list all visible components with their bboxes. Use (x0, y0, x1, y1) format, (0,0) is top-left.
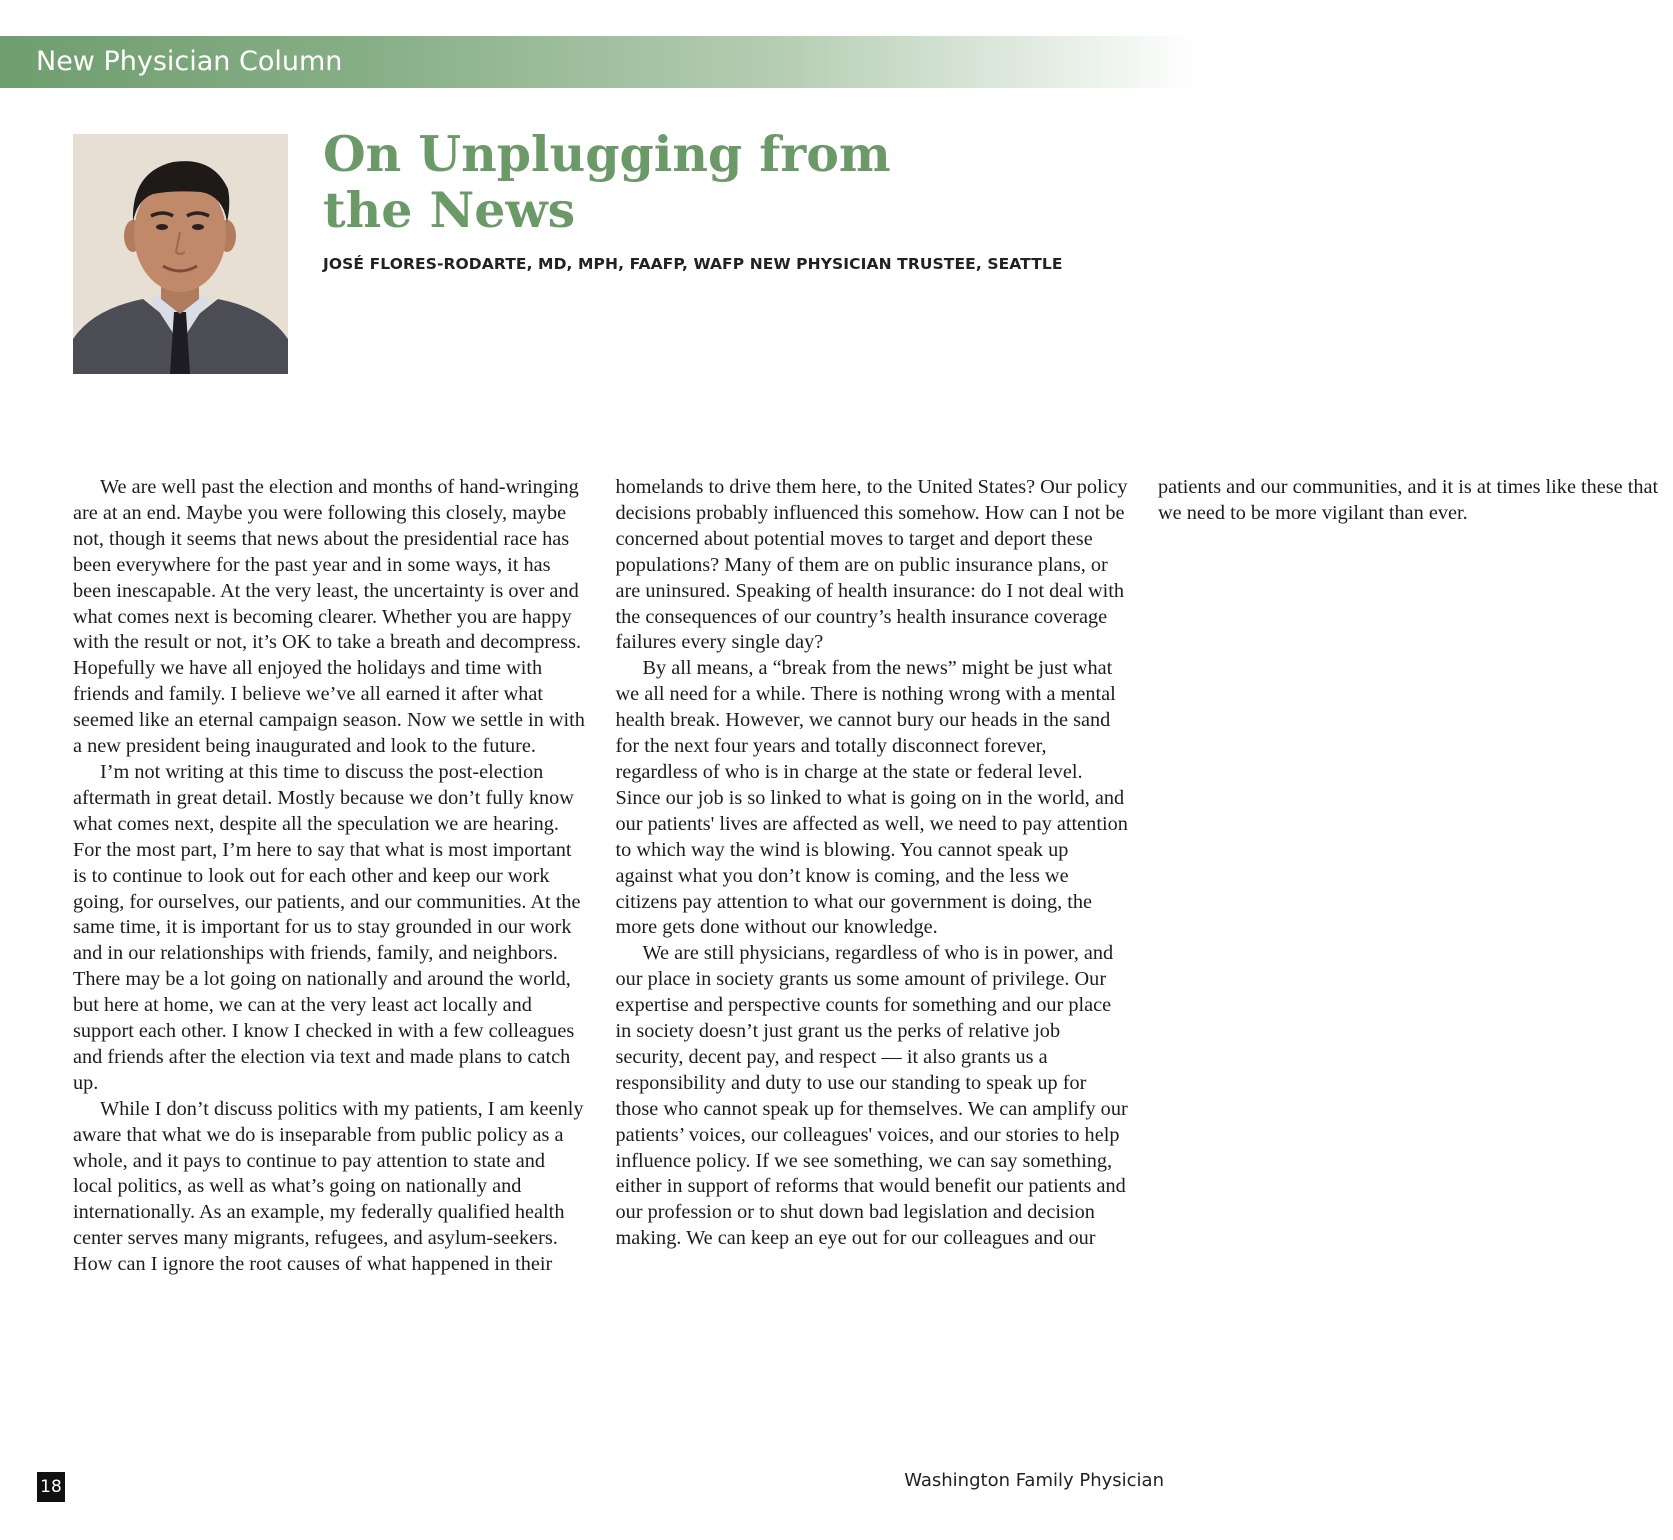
article-title-line-2: the News (323, 181, 576, 239)
article-body (73, 475, 1659, 1295)
section-banner (0, 36, 1200, 88)
author-byline: JOSÉ FLORES-RODARTE, MD, MPH, FAAFP, WAFP NEW PHYSICIAN TRUSTEE, SEATTLE (323, 255, 1063, 273)
publication-name: Washington Family Physician (904, 1470, 1164, 1491)
article-paragraph: I’m not writing at this time to discuss the post-election aftermath in great detail. Mostly because we don’t fully know what comes next, despite all the speculation we are hearing. For the most part, I’m here to say that what is most important is to continue to look out for each other and keep our work going, for ourselves, our patients, and our communities. At the same time, it is important for us to stay grounded in our work and in our relationships with friends, family, and neighbors. There may be a lot going on nationally and around the world, but here at home, we can at the very least act locally and support each other. I know I checked in with a few colleagues and friends after the election via text and made plans to catch up. (73, 760, 581, 1094)
article-title (323, 126, 891, 238)
section-label: New Physician Column (36, 46, 343, 77)
article-paragraph: By all means, a “break from the news” might be just what we all need for a while. There is nothing wrong with a mental health break. However, we cannot bury our heads in the sand for the next four years and totally disconnect forever, regardless of who is in charge at the state or federal level. Since our job is so linked to what is going on in the world, and our patients' lives are affected as well, we need to pay attention to which way the wind is blowing. You cannot speak up against what you don’t know is coming, and the less we citizens pay attention to what our government is doing, the more gets done without our knowledge. (615, 657, 1128, 939)
article-paragraph: We are still physicians, regardless of who is in power, and our place in society grants us some amount of privilege. Our expertise and perspective counts for something and our place in society doesn’t just grant us the perks of relative job security, decent pay, and respect — it also grants us a responsibility and duty to use our standing to speak up for those who cannot speak up for themselves. We can amplify our patients’ voices, our colleagues' voices, and our stories to help influence policy. If we see something, we can say something, either in support of reforms that would benefit our patients and our profession or to shut down bad legislation and decision making. We can keep an eye out for our colleagues and our patients and our communities, and it is at times like these that we need to be more vigilant than ever. (615, 476, 1659, 1250)
page-number: 18 (37, 1472, 65, 1502)
author-photo (73, 134, 288, 374)
article-paragraph: While I don’t discuss politics with my patients, I am keenly aware that what we do is inseparable from public policy as a whole, and it pays to continue to pay attention to state and local politics, as well as what’s going on nationally and internationally. As an example, my federally qualified health center serves many migrants, refugees, and asylum-seekers. How can I ignore the root causes of what happened in their homelands to drive them here, to the United States? Our policy decisions probably influenced this somehow. How can I not be concerned about potential moves to target and deport these populations? Many of them are on public insurance plans, or are uninsured. Speaking of health insurance: do I not deal with the consequences of our country’s health insurance coverage failures every single day? (73, 476, 1128, 1276)
article-title-line-1: On Unplugging from (323, 125, 891, 183)
article-paragraph: We are well past the election and months of hand-wringing are at an end. Maybe you were following this closely, maybe not, though it seems that news about the presidential race has been everywhere for the past year and in some ways, it has been inescapable. At the very least, the uncertainty is over and what comes next is becoming clearer. Whether you are happy with the result or not, it’s OK to take a breath and decompress. Hopefully we have all enjoyed the holidays and time with friends and family. I believe we’ve all earned it after what seemed like an eternal campaign season. Now we settle in with a new president being inaugurated and look to the future. (73, 476, 585, 758)
